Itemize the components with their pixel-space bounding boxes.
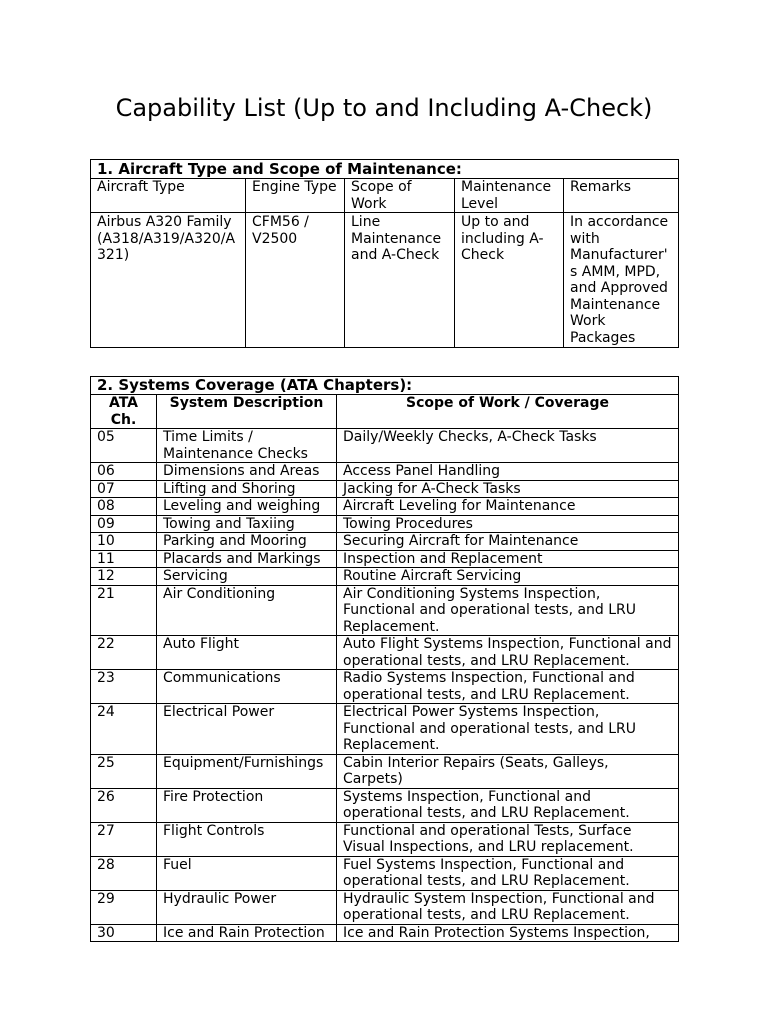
table-row	[91, 822, 679, 856]
cell-system-description: Ice and Rain Protection	[157, 924, 337, 942]
cell-ata-chapter: 07	[91, 480, 157, 498]
section-heading-row	[91, 160, 679, 179]
cell-ata-chapter: 25	[91, 754, 157, 788]
cell-ata-chapter: 26	[91, 788, 157, 822]
cell-ata-chapter: 22	[91, 636, 157, 670]
cell-ata-chapter: 27	[91, 822, 157, 856]
column-header-scope-coverage: Scope of Work / Coverage	[337, 395, 679, 429]
column-header-engine-type: Engine Type	[246, 179, 345, 213]
table-row	[91, 670, 679, 704]
ata-rows	[91, 429, 679, 942]
table-row	[91, 550, 679, 568]
cell-scope-coverage: Towing Procedures	[337, 515, 679, 533]
section1-heading: 1. Aircraft Type and Scope of Maintenance:	[91, 160, 679, 179]
table-row	[91, 924, 679, 942]
cell-engine-type: CFM56 / V2500	[246, 213, 345, 348]
cell-system-description: Leveling and weighing	[157, 498, 337, 516]
cell-scope-coverage: Ice and Rain Protection Systems Inspection,	[337, 924, 679, 942]
table-header-row	[91, 395, 679, 429]
cell-ata-chapter: 29	[91, 890, 157, 924]
cell-ata-chapter: 23	[91, 670, 157, 704]
cell-maintenance-level: Up to and including A-Check	[455, 213, 564, 348]
cell-scope-coverage: Auto Flight Systems Inspection, Functional and operational tests, and LRU Replacement.	[337, 636, 679, 670]
cell-system-description: Communications	[157, 670, 337, 704]
table-row	[91, 704, 679, 755]
cell-scope-coverage: Air Conditioning Systems Inspection, Functional and operational tests, and LRU Replacement.	[337, 585, 679, 636]
section2-heading: 2. Systems Coverage (ATA Chapters):	[91, 377, 679, 395]
cell-ata-chapter: 09	[91, 515, 157, 533]
cell-scope-coverage: Aircraft Leveling for Maintenance	[337, 498, 679, 516]
cell-ata-chapter: 11	[91, 550, 157, 568]
cell-ata-chapter: 24	[91, 704, 157, 755]
cell-system-description: Equipment/Furnishings	[157, 754, 337, 788]
cell-system-description: Lifting and Shoring	[157, 480, 337, 498]
section-heading-row	[91, 377, 679, 395]
cell-system-description: Auto Flight	[157, 636, 337, 670]
cell-system-description: Electrical Power	[157, 704, 337, 755]
cell-scope-coverage: Cabin Interior Repairs (Seats, Galleys, Carpets)	[337, 754, 679, 788]
cell-ata-chapter: 12	[91, 568, 157, 586]
aircraft-scope-table	[90, 159, 679, 348]
cell-system-description: Servicing	[157, 568, 337, 586]
table-row	[91, 429, 679, 463]
table-row	[91, 636, 679, 670]
cell-ata-chapter: 21	[91, 585, 157, 636]
cell-system-description: Dimensions and Areas	[157, 463, 337, 481]
column-header-aircraft-type: Aircraft Type	[91, 179, 246, 213]
cell-scope-coverage: Jacking for A-Check Tasks	[337, 480, 679, 498]
cell-remarks: In accordance with Manufacturer's AMM, MPD, and Approved Maintenance Work Packages	[564, 213, 679, 348]
table-header-row	[91, 179, 679, 213]
table-row	[91, 568, 679, 586]
table-row	[91, 856, 679, 890]
cell-system-description: Flight Controls	[157, 822, 337, 856]
cell-scope-coverage: Radio Systems Inspection, Functional and operational tests, and LRU Replacement.	[337, 670, 679, 704]
cell-system-description: Parking and Mooring	[157, 533, 337, 551]
table-row	[91, 585, 679, 636]
cell-scope-coverage: Hydraulic System Inspection, Functional and operational tests, and LRU Replacement.	[337, 890, 679, 924]
column-header-remarks: Remarks	[564, 179, 679, 213]
table-row	[91, 533, 679, 551]
cell-system-description: Placards and Markings	[157, 550, 337, 568]
cell-system-description: Fuel	[157, 856, 337, 890]
cell-system-description: Fire Protection	[157, 788, 337, 822]
column-header-ata-chapter: ATA Ch.	[91, 395, 157, 429]
cell-scope-coverage: Securing Aircraft for Maintenance	[337, 533, 679, 551]
table-row	[91, 890, 679, 924]
table-row	[91, 754, 679, 788]
cell-aircraft-type: Airbus A320 Family (A318/A319/A320/A321)	[91, 213, 246, 348]
cell-ata-chapter: 08	[91, 498, 157, 516]
table-row	[91, 788, 679, 822]
column-header-maintenance-level: Maintenance Level	[455, 179, 564, 213]
cell-scope-coverage: Fuel Systems Inspection, Functional and operational tests, and LRU Replacement.	[337, 856, 679, 890]
ata-coverage-table	[90, 376, 679, 942]
cell-scope-coverage: Inspection and Replacement	[337, 550, 679, 568]
cell-scope-coverage: Systems Inspection, Functional and operational tests, and LRU Replacement.	[337, 788, 679, 822]
cell-ata-chapter: 05	[91, 429, 157, 463]
cell-system-description: Air Conditioning	[157, 585, 337, 636]
cell-scope-coverage: Functional and operational Tests, Surface Visual Inspections, and LRU replacement.	[337, 822, 679, 856]
cell-system-description: Time Limits / Maintenance Checks	[157, 429, 337, 463]
page-title: Capability List (Up to and Including A-Check)	[115, 94, 653, 122]
table-row	[91, 213, 679, 348]
cell-ata-chapter: 28	[91, 856, 157, 890]
column-header-scope-of-work: Scope of Work	[345, 179, 455, 213]
cell-system-description: Towing and Taxiing	[157, 515, 337, 533]
cell-scope-coverage: Routine Aircraft Servicing	[337, 568, 679, 586]
cell-scope-coverage: Access Panel Handling	[337, 463, 679, 481]
column-header-system-description: System Description	[157, 395, 337, 429]
cell-scope-coverage: Daily/Weekly Checks, A-Check Tasks	[337, 429, 679, 463]
table-row	[91, 480, 679, 498]
table-row	[91, 498, 679, 516]
cell-scope-coverage: Electrical Power Systems Inspection, Functional and operational tests, and LRU Replacement.	[337, 704, 679, 755]
cell-ata-chapter: 30	[91, 924, 157, 942]
table-row	[91, 515, 679, 533]
cell-system-description: Hydraulic Power	[157, 890, 337, 924]
cell-scope-of-work: Line Maintenance and A-Check	[345, 213, 455, 348]
cell-ata-chapter: 10	[91, 533, 157, 551]
table-row	[91, 463, 679, 481]
cell-ata-chapter: 06	[91, 463, 157, 481]
